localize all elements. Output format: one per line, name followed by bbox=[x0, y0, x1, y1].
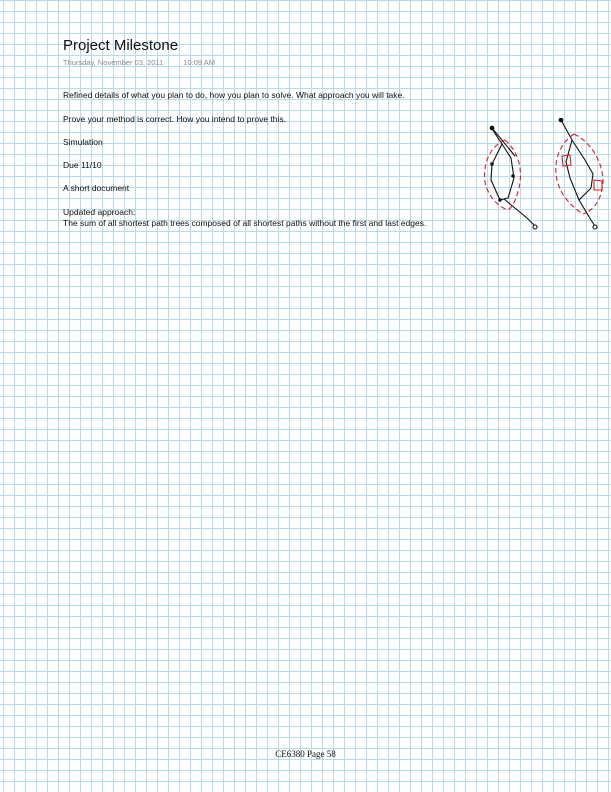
note-line-sum: The sum of all shortest path trees composed of all shortest paths without the first and last edges. bbox=[63, 218, 427, 228]
note-line-refined: Refined details of what you plan to do, how you plan to solve. What approach you will take. bbox=[63, 90, 405, 100]
page-meta bbox=[63, 58, 215, 67]
page-footer: CE6380 Page 58 bbox=[275, 749, 336, 759]
graph-sketch bbox=[475, 118, 610, 236]
note-line-simulation: Simulation bbox=[63, 137, 103, 147]
date-stamp: Thursday, November 03, 2011 bbox=[63, 58, 164, 67]
page-title: Project Milestone bbox=[63, 37, 179, 54]
graph-right bbox=[559, 118, 597, 229]
note-line-due: Due 11/10 bbox=[63, 160, 102, 170]
note-line-prove: Prove your method is correct. How you intend to prove this. bbox=[63, 114, 286, 124]
note-line-document: A short document bbox=[63, 183, 130, 193]
time-stamp: 10:09 AM bbox=[183, 58, 215, 67]
note-line-updated: Updated approach: bbox=[63, 207, 136, 217]
graph-right-annotation bbox=[556, 134, 603, 214]
graph-left bbox=[490, 126, 537, 229]
